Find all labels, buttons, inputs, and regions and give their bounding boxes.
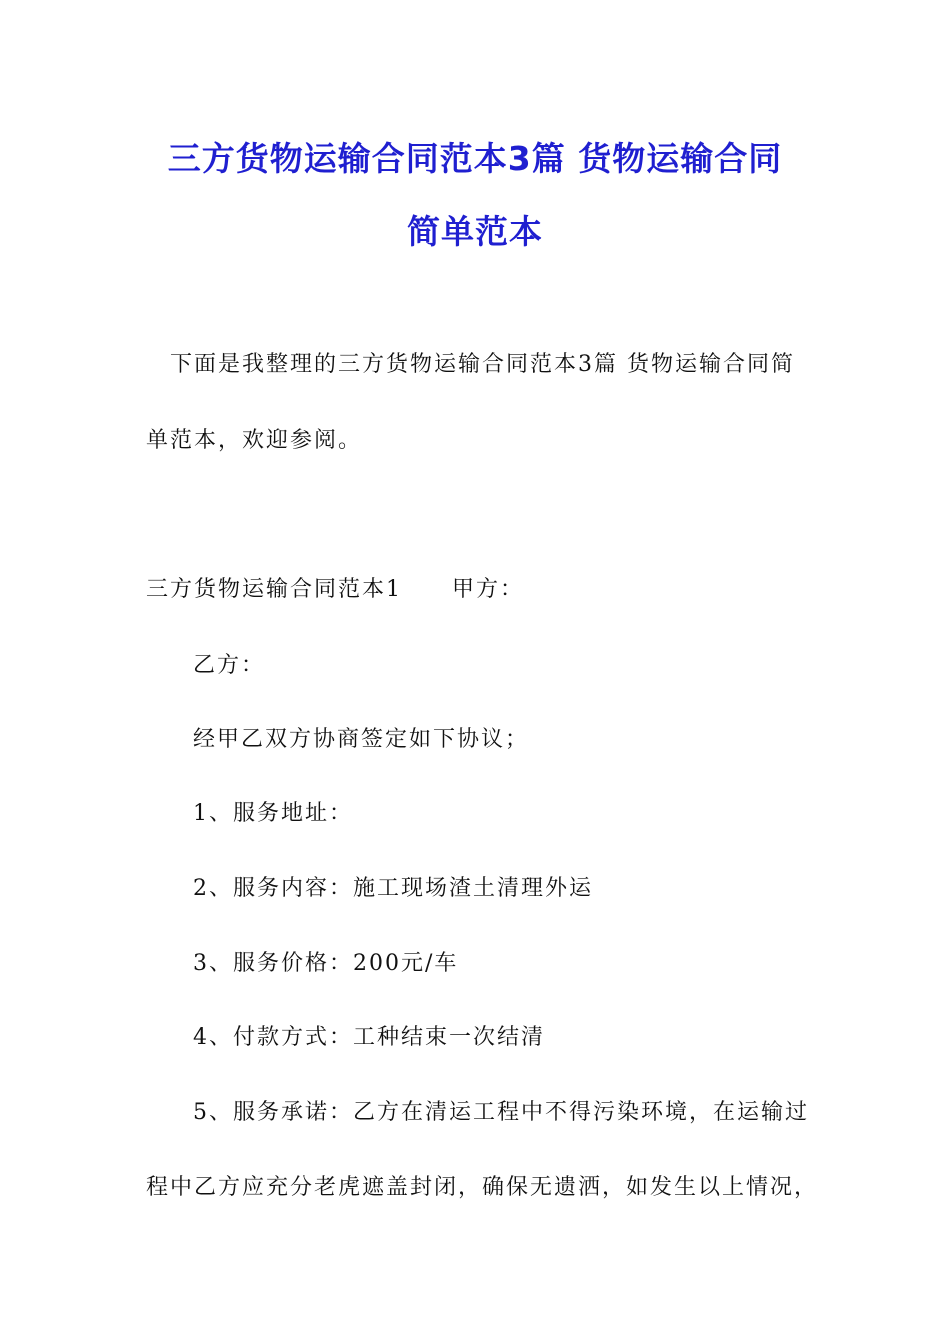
clause-4: 4、付款方式：工种结束一次结清 [193, 1025, 545, 1050]
party-b-label: 乙方： [193, 653, 266, 678]
clause-5: 5、服务承诺：乙方在清运工程中不得污染环境，在运输过 [193, 1100, 809, 1125]
intro-paragraph-line-1: 下面是我整理的三方货物运输合同范本3篇 货物运输合同简 [170, 352, 795, 377]
party-a-label: 甲方： [452, 577, 525, 602]
intro-paragraph-line-2: 单范本，欢迎参阅。 [146, 428, 363, 453]
clause-3: 3、服务价格：200元/车 [193, 951, 459, 976]
document-title-line-1: 三方货物运输合同范本3篇 货物运输合同 [167, 139, 783, 178]
clause-5-continuation: 程中乙方应充分老虎遮盖封闭，确保无遗洒，如发生以上情况， [146, 1175, 819, 1200]
agreement-intro: 经甲乙双方协商签定如下协议； [193, 727, 530, 752]
clause-1: 1、服务地址： [193, 801, 353, 826]
clause-2: 2、服务内容：施工现场渣土清理外运 [193, 876, 593, 901]
document-title-line-2: 简单范本 [407, 212, 543, 251]
section-heading: 三方货物运输合同范本1 [146, 577, 402, 602]
